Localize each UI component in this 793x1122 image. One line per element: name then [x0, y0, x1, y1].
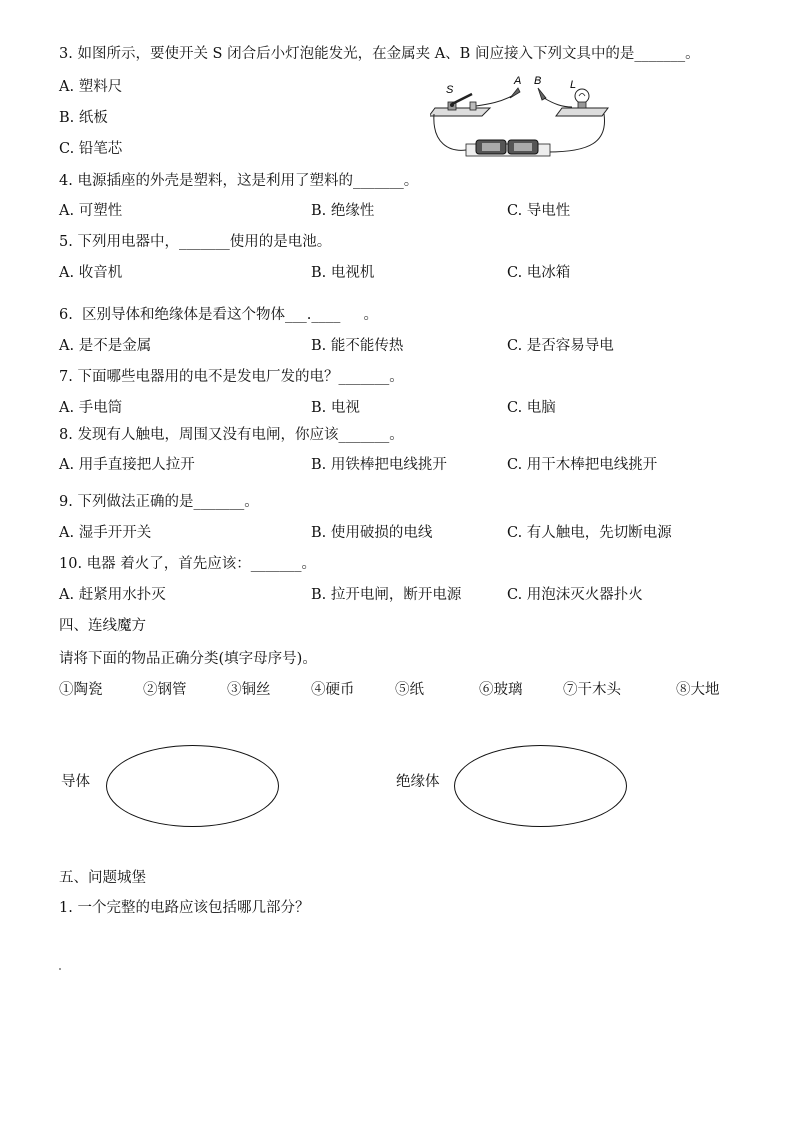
q4-stem: 4. 电源插座的外壳是塑料，这是利用了塑料的_______。	[59, 173, 419, 189]
q4-option-a: A. 可塑性	[59, 203, 123, 219]
material-item: ⑦干木头	[563, 682, 621, 698]
q9-option-a: A. 湿手开开关	[59, 525, 152, 541]
section5-q1: 1. 一个完整的电路应该包括哪几部分？	[59, 900, 310, 916]
material-item: ④硬币	[311, 682, 355, 698]
q3-option-a: A. 塑料尺	[59, 79, 123, 95]
section5-title: 五、问题城堡	[59, 870, 146, 886]
lamp-label: L	[570, 79, 577, 91]
insulator-oval[interactable]	[454, 745, 627, 827]
conductor-oval[interactable]	[106, 745, 279, 827]
section4-instruction: 请将下面的物品正确分类(填字母序号)。	[59, 651, 317, 667]
q7-stem: 7. 下面哪些电器用的电不是发电厂发的电？_______。	[59, 369, 404, 385]
q9-stem: 9. 下列做法正确的是_______。	[59, 494, 259, 510]
q7-option-a: A. 手电筒	[59, 400, 123, 416]
switch-label: S	[446, 84, 454, 96]
material-item: ⑧大地	[676, 682, 720, 698]
q6-option-c: C. 是否容易导电	[507, 338, 614, 354]
q10-option-c: C. 用泡沫灭火器扑火	[507, 587, 643, 603]
q9-option-c: C. 有人触电，先切断电源	[507, 525, 672, 541]
q3-stem: 3. 如图所示，要使开关 S 闭合后小灯泡能发光，在金属夹 A、B 间应接入下列文具中的是_______。	[59, 46, 700, 62]
q5-option-b: B. 电视机	[311, 265, 375, 281]
q5-option-c: C. 电冰箱	[507, 265, 571, 281]
q10-stem: 10. 电器 着火了，首先应该：_______。	[59, 556, 317, 572]
switch-lever	[452, 94, 472, 104]
q7-option-b: B. 电视	[311, 400, 360, 416]
conductor-label: 导体	[61, 774, 90, 790]
q6-stem: 6. 区别导体和绝缘体是看这个物体___.____ 。	[59, 307, 378, 323]
bulb-icon	[575, 89, 589, 103]
material-item: ③铜丝	[227, 682, 271, 698]
q6-option-b: B. 能不能传热	[311, 338, 404, 354]
q3-option-c: C. 铅笔芯	[59, 141, 123, 157]
q10-option-a: A. 赶紧用水扑灭	[59, 587, 166, 603]
q8-option-b: B. 用铁棒把电线挑开	[311, 457, 447, 473]
q4-option-c: C. 导电性	[507, 203, 571, 219]
q9-option-b: B. 使用破损的电线	[311, 525, 433, 541]
q8-option-c: C. 用干木棒把电线挑开	[507, 457, 658, 473]
q8-stem: 8. 发现有人触电，周围又没有电闸，你应该_______。	[59, 427, 404, 443]
q5-stem: 5. 下列用电器中，_______使用的是电池。	[59, 234, 332, 250]
q6-option-a: A. 是不是金属	[59, 338, 152, 354]
q5-option-a: A. 收音机	[59, 265, 123, 281]
q4-option-b: B. 绝缘性	[311, 203, 375, 219]
material-item: ⑤纸	[395, 682, 424, 698]
q8-option-a: A. 用手直接把人拉开	[59, 457, 195, 473]
q3-option-b: B. 纸板	[59, 110, 108, 126]
stray-dot	[59, 968, 61, 970]
circuit-diagram	[430, 74, 610, 162]
section4-title: 四、连线魔方	[59, 618, 146, 634]
insulator-label: 绝缘体	[396, 774, 440, 790]
q10-option-b: B. 拉开电闸，断开电源	[311, 587, 462, 603]
material-item: ①陶瓷	[59, 682, 103, 698]
clip-a-label: A	[514, 75, 522, 87]
material-item: ⑥玻璃	[479, 682, 523, 698]
clip-b-label: B	[534, 75, 542, 87]
q7-option-c: C. 电脑	[507, 400, 556, 416]
material-item: ②钢管	[143, 682, 187, 698]
